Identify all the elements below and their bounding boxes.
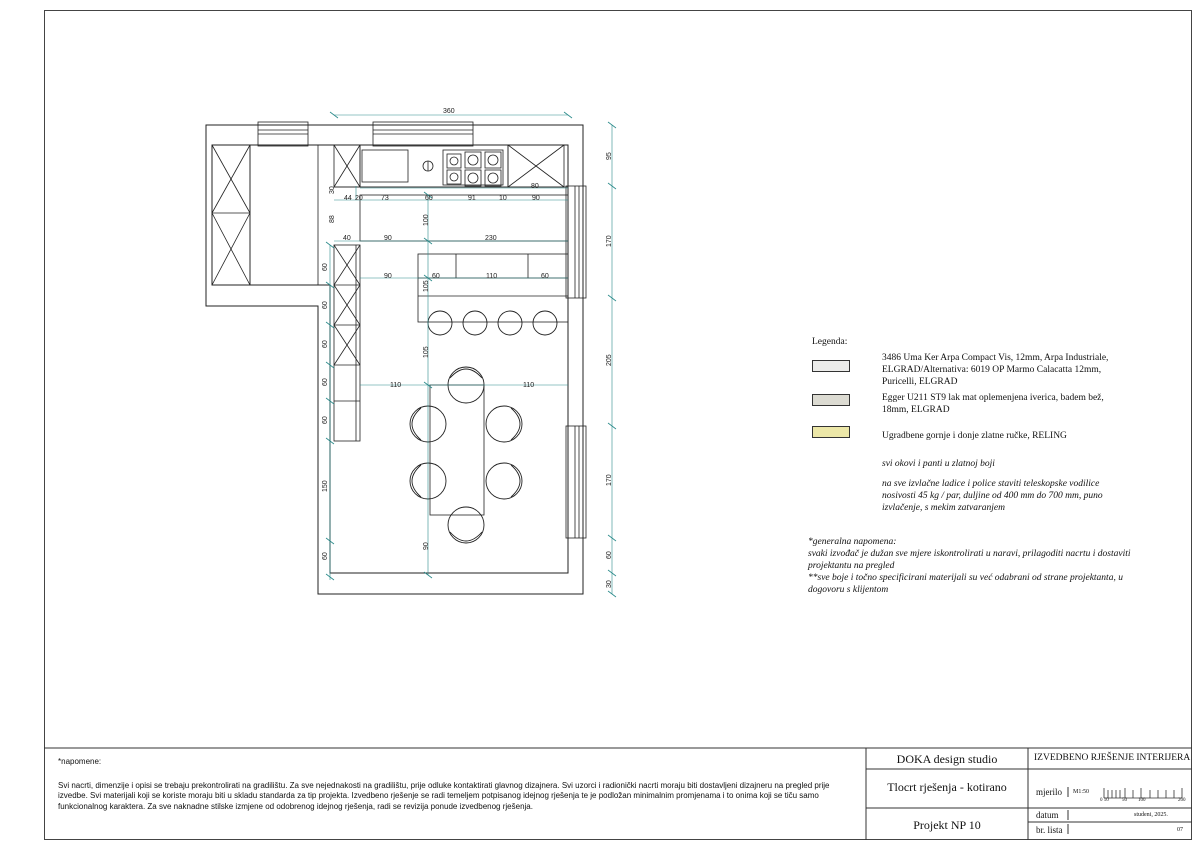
dim-60a: 60	[432, 273, 440, 280]
dim-row1-44: 44	[344, 195, 352, 202]
legend-swatch-1	[812, 360, 850, 372]
dim-left-4: 60	[322, 378, 329, 386]
dim-right-6: 30	[606, 580, 613, 588]
dim-v100: 100	[423, 214, 430, 226]
dim-row1-60: 60	[425, 195, 433, 202]
dim-right-1: 95	[606, 152, 613, 160]
legend-title: Legenda:	[812, 337, 848, 347]
legend-note-fittings: svi okovi i panti u zlatnoj boji	[882, 459, 995, 469]
dim-110-left: 110	[390, 382, 402, 389]
studio-name: DOKA design studio	[896, 752, 998, 766]
dim-left-2: 60	[322, 301, 329, 309]
dim-row1-91: 91	[468, 195, 476, 202]
scale-tick-50: 50	[1122, 798, 1127, 803]
sheet-number-label: br. lista	[1036, 825, 1063, 835]
legend-text-3: Ugradbene gornje i donje zlatne ručke, RELING	[882, 431, 1067, 441]
legend-text-1: 3486 Uma Ker Arpa Compact Vis, 12mm, Arpa Industriale, ELGRAD/Alternativa: 6019 OP Marmo Calacatta 12mm, Puricelli, ELGRAD	[882, 353, 1109, 387]
dim-left-3: 60	[322, 340, 329, 348]
dim-top-total: 360	[443, 108, 455, 115]
scale-bar	[1104, 788, 1182, 798]
hob-burners	[447, 152, 501, 186]
dim-left-5: 60	[322, 416, 329, 424]
dim-right-2: 170	[606, 235, 613, 247]
counter-top-row	[334, 145, 568, 187]
scale-label: mjerilo	[1036, 787, 1062, 797]
bar-stools	[428, 311, 557, 335]
dim-row1-73: 73	[381, 195, 389, 202]
dim-110-right: 110	[523, 382, 535, 389]
dim-left-6: 150	[322, 480, 329, 492]
legend-swatch-3	[812, 426, 850, 438]
drawing-type: IZVEDBENO RJEŠENJE INTERIJERA	[1034, 753, 1191, 763]
scale-tick-0: 0 10	[1100, 798, 1109, 803]
dining-chairs	[410, 367, 522, 543]
dim-230: 230	[485, 235, 497, 242]
footer-notes-title: *napomene:	[58, 757, 102, 766]
legend-text-2: Egger U211 ST9 lak mat oplemenjena iverica, badem bež, 18mm, ELGRAD	[882, 393, 1104, 415]
dim-90a: 90	[384, 235, 392, 242]
dim-80: 80	[531, 183, 539, 190]
dim-row1-90: 90	[532, 195, 540, 202]
inner-wall	[212, 145, 568, 573]
footer-notes-text: Svi nacrti, dimenzije i opisi se trebaju prekontrolirati na gradilištu. Za sve nejednakosti na gradilištu, prije odluke kontaktirati glavnog dizajnera. Svi uzorci i radionički nacrti moraju biti dostavljeni dizajneru na pregled prije izvedbe. Svi materijali koji se koriste moraju biti u skladu standarda za tip projekta. Izvedbeno rješenje se radi temeljem potpisanog idejnog rješenja te je podložan minimalnim promjenama i to onima koji se tiču samo funkcionalnog karaktera. Za sve naknadne stilske izmjene od odobrenog idejnog rješenja, radi se revizija ponude izvedbenog rješenja.	[58, 780, 830, 811]
tall-cabinet-left	[212, 145, 318, 285]
dim-60b: 60	[541, 273, 549, 280]
dim-110a: 110	[486, 273, 498, 280]
dim-v90: 90	[423, 542, 430, 550]
tap-icon	[423, 161, 433, 171]
scale-tick-200: 200	[1178, 798, 1186, 803]
window-top-right	[373, 122, 473, 146]
dim-row1-10: 10	[499, 195, 507, 202]
dim-left-7: 60	[322, 552, 329, 560]
project-name: Projekt NP 10	[913, 818, 981, 832]
scale-tick-100: 100	[1138, 798, 1146, 803]
window-top-left	[258, 122, 308, 146]
date-value: studeni, 2025.	[1134, 812, 1168, 818]
general-note-line2: **sve boje i točno specificirani materijali su već odabrani od strane projektanta, u dogovoru s klijentom	[808, 573, 1123, 595]
dim-40: 40	[343, 235, 351, 242]
drawing-title: Tlocrt rješenja - kotirano	[887, 780, 1007, 794]
dim-right-4: 170	[606, 474, 613, 486]
dim-90b: 90	[384, 273, 392, 280]
general-note-title: *generalna napomena:	[808, 537, 897, 547]
dim-v105b: 105	[423, 346, 430, 358]
legend-note-drawers: na sve izvlačne ladice i police staviti teleskopske vodilice nosivosti 45 kg / par, duljine od 400 mm do 700 mm, puno izvlačenje, s mekim zatvaranjem	[882, 479, 1103, 513]
date-label: datum	[1036, 810, 1059, 820]
footer-notes	[58, 757, 858, 812]
legend-swatch-2	[812, 394, 850, 406]
dim-v88: 88	[329, 215, 336, 223]
dim-right-5: 60	[606, 551, 613, 559]
dim-right-3: 205	[606, 354, 613, 366]
scale-value: M1:50	[1073, 789, 1090, 795]
general-note-line1: svaki izvođač je dužan sve mjere iskontrolirati u naravi, prilagoditi nacrtu i dostaviti projektantu na pregled	[808, 549, 1131, 571]
dim-row1-20: 20	[355, 195, 363, 202]
dim-v30: 30	[329, 186, 336, 194]
general-note	[808, 536, 1138, 596]
sheet-number-value: 07	[1177, 827, 1183, 833]
dim-left-1: 60	[322, 263, 329, 271]
kitchen-island	[418, 254, 568, 322]
left-cabinet-column	[334, 245, 360, 441]
dim-v105a: 105	[423, 280, 430, 292]
